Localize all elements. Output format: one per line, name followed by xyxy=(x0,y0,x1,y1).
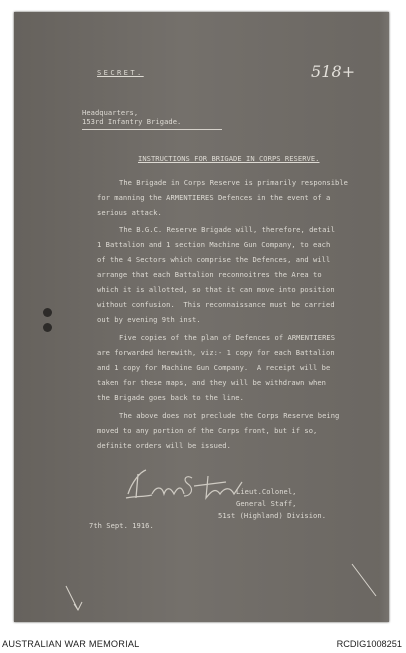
paragraph-3-line: are forwarded herewith, viz:- 1 copy for each Battalion xyxy=(97,348,335,357)
catalogue-id: RCDIG1008251 xyxy=(336,639,402,649)
signatory-role: General Staff, xyxy=(236,499,297,508)
document-title: INSTRUCTIONS FOR BRIGADE IN CORPS RESERVE. xyxy=(138,154,320,163)
punch-hole xyxy=(43,323,52,332)
paragraph-4-line: The above does not preclude the Corps Reserve being xyxy=(119,411,340,420)
institution-name: AUSTRALIAN WAR MEMORIAL xyxy=(2,639,140,649)
paragraph-3-line: the Brigade goes back to the line. xyxy=(97,393,244,402)
paragraph-2-line: 1 Battalion and 1 section Machine Gun Company, to each xyxy=(97,240,331,249)
page-crease-mark xyxy=(350,560,380,600)
paragraph-4-line: definite orders will be issued. xyxy=(97,441,231,450)
document-sheet xyxy=(14,12,389,622)
page-crease-mark xyxy=(64,584,86,614)
paragraph-2-line: out by evening 9th inst. xyxy=(97,315,201,324)
punch-hole xyxy=(43,308,52,317)
addressee-line: 153rd Infantry Brigade. xyxy=(82,117,182,126)
paragraph-4-line: moved to any portion of the Corps front, but if so, xyxy=(97,426,318,435)
paragraph-2-line: arrange that each Battalion reconnoitres the Area to xyxy=(97,270,322,279)
paragraph-3-line: and 1 copy for Machine Gun Company. A receipt will be xyxy=(97,363,331,372)
paragraph-2-line: The B.G.C. Reserve Brigade will, therefore, detail xyxy=(119,225,336,234)
paragraph-1-line: The Brigade in Corps Reserve is primarily responsible xyxy=(119,178,349,187)
signatory-rank: Lieut.Colonel, xyxy=(236,487,297,496)
paragraph-1-line: serious attack. xyxy=(97,208,162,217)
paragraph-1-line: for manning the ARMENTIERES Defences in the event of a xyxy=(97,193,331,202)
addressee-line: Headquarters, xyxy=(82,108,139,117)
classification-mark: SECRET. xyxy=(97,68,144,77)
reference-number: 518+ xyxy=(311,62,356,81)
paragraph-3-line: Five copies of the plan of Defences of ARMENTIERES xyxy=(119,333,336,342)
document-date: 7th Sept. 1916. xyxy=(89,521,154,530)
paragraph-2-line: without confusion. This reconnaissance must be carried xyxy=(97,300,335,309)
paragraph-2-line: which it is allotted, so that it can move into position xyxy=(97,285,335,294)
signatory-division: 51st (Highland) Division. xyxy=(218,511,327,520)
handwritten-signature xyxy=(122,464,247,506)
paragraph-3-line: taken for these maps, and they will be withdrawn when xyxy=(97,378,327,387)
paragraph-2-line: of the 4 Sectors which comprise the Defences, and will xyxy=(97,255,331,264)
addressee-rule xyxy=(82,129,222,130)
